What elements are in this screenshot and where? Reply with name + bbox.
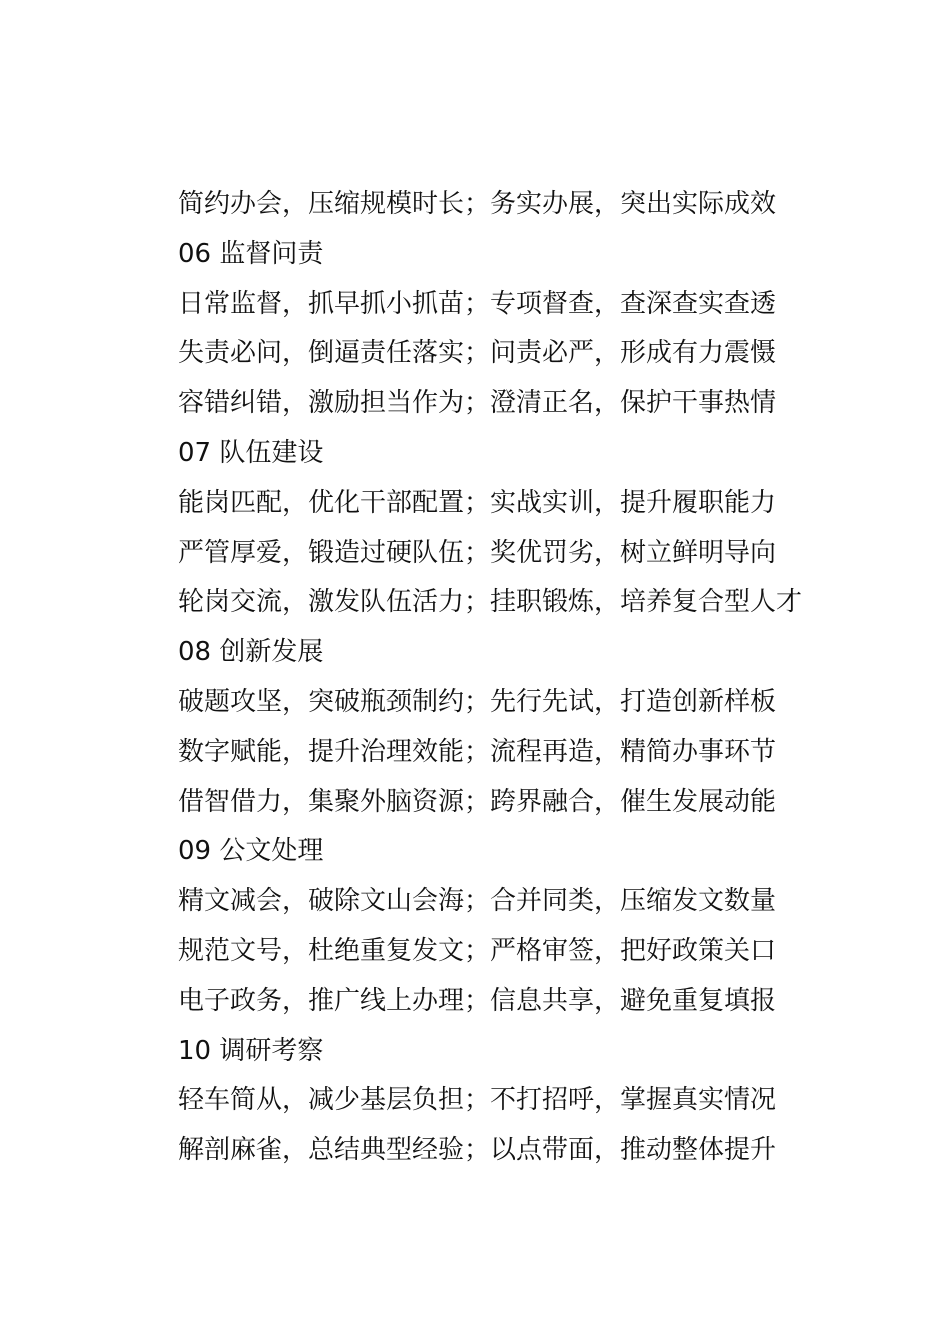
body-line: 严管厚爱，锻造过硬队伍；奖优罚劣，树立鲜明导向 <box>178 537 777 568</box>
body-line: 轮岗交流，激发队伍活力；挂职锻炼，培养复合型人才 <box>178 587 803 618</box>
body-line: 简约办会，压缩规模时长；务实办展，突出实际成效 <box>178 189 777 219</box>
document-body <box>178 180 878 1176</box>
body-line: 精文减会，破除文山会海；合并同类，压缩发文数量 <box>178 886 777 917</box>
body-line: 电子政务，推广线上办理；信息共享，避免重复填报 <box>178 985 777 1016</box>
body-line: 借智借力，集聚外脑资源；跨界融合，催生发展动能 <box>178 786 777 817</box>
body-line: 解剖麻雀，总结典型经验；以点带面，推动整体提升 <box>178 1135 777 1166</box>
section-heading-team-building: 07 队伍建设 <box>178 437 324 468</box>
body-line: 容错纠错，激励担当作为；澄清正名，保护干事热情 <box>178 388 777 419</box>
section-heading-innovation: 08 创新发展 <box>178 637 324 668</box>
body-line: 能岗匹配，优化干部配置；实战实训，提升履职能力 <box>178 487 777 518</box>
section-heading-supervision: 06 监督问责 <box>178 238 324 269</box>
body-line: 规范文号，杜绝重复发文；严格审签，把好政策关口 <box>178 935 777 966</box>
body-line: 失责必问，倒逼责任落实；问责必严，形成有力震慑 <box>178 338 777 369</box>
body-line: 日常监督，抓早抓小抓苗；专项督查，查深查实查透 <box>178 288 777 319</box>
body-line: 数字赋能，提升治理效能；流程再造，精简办事环节 <box>178 736 777 767</box>
body-line: 轻车简从，减少基层负担；不打招呼，掌握真实情况 <box>178 1085 777 1116</box>
body-line: 破题攻坚，突破瓶颈制约；先行先试，打造创新样板 <box>178 686 777 717</box>
section-heading-research: 10 调研考察 <box>178 1035 324 1066</box>
section-heading-documents: 09 公文处理 <box>178 836 324 867</box>
